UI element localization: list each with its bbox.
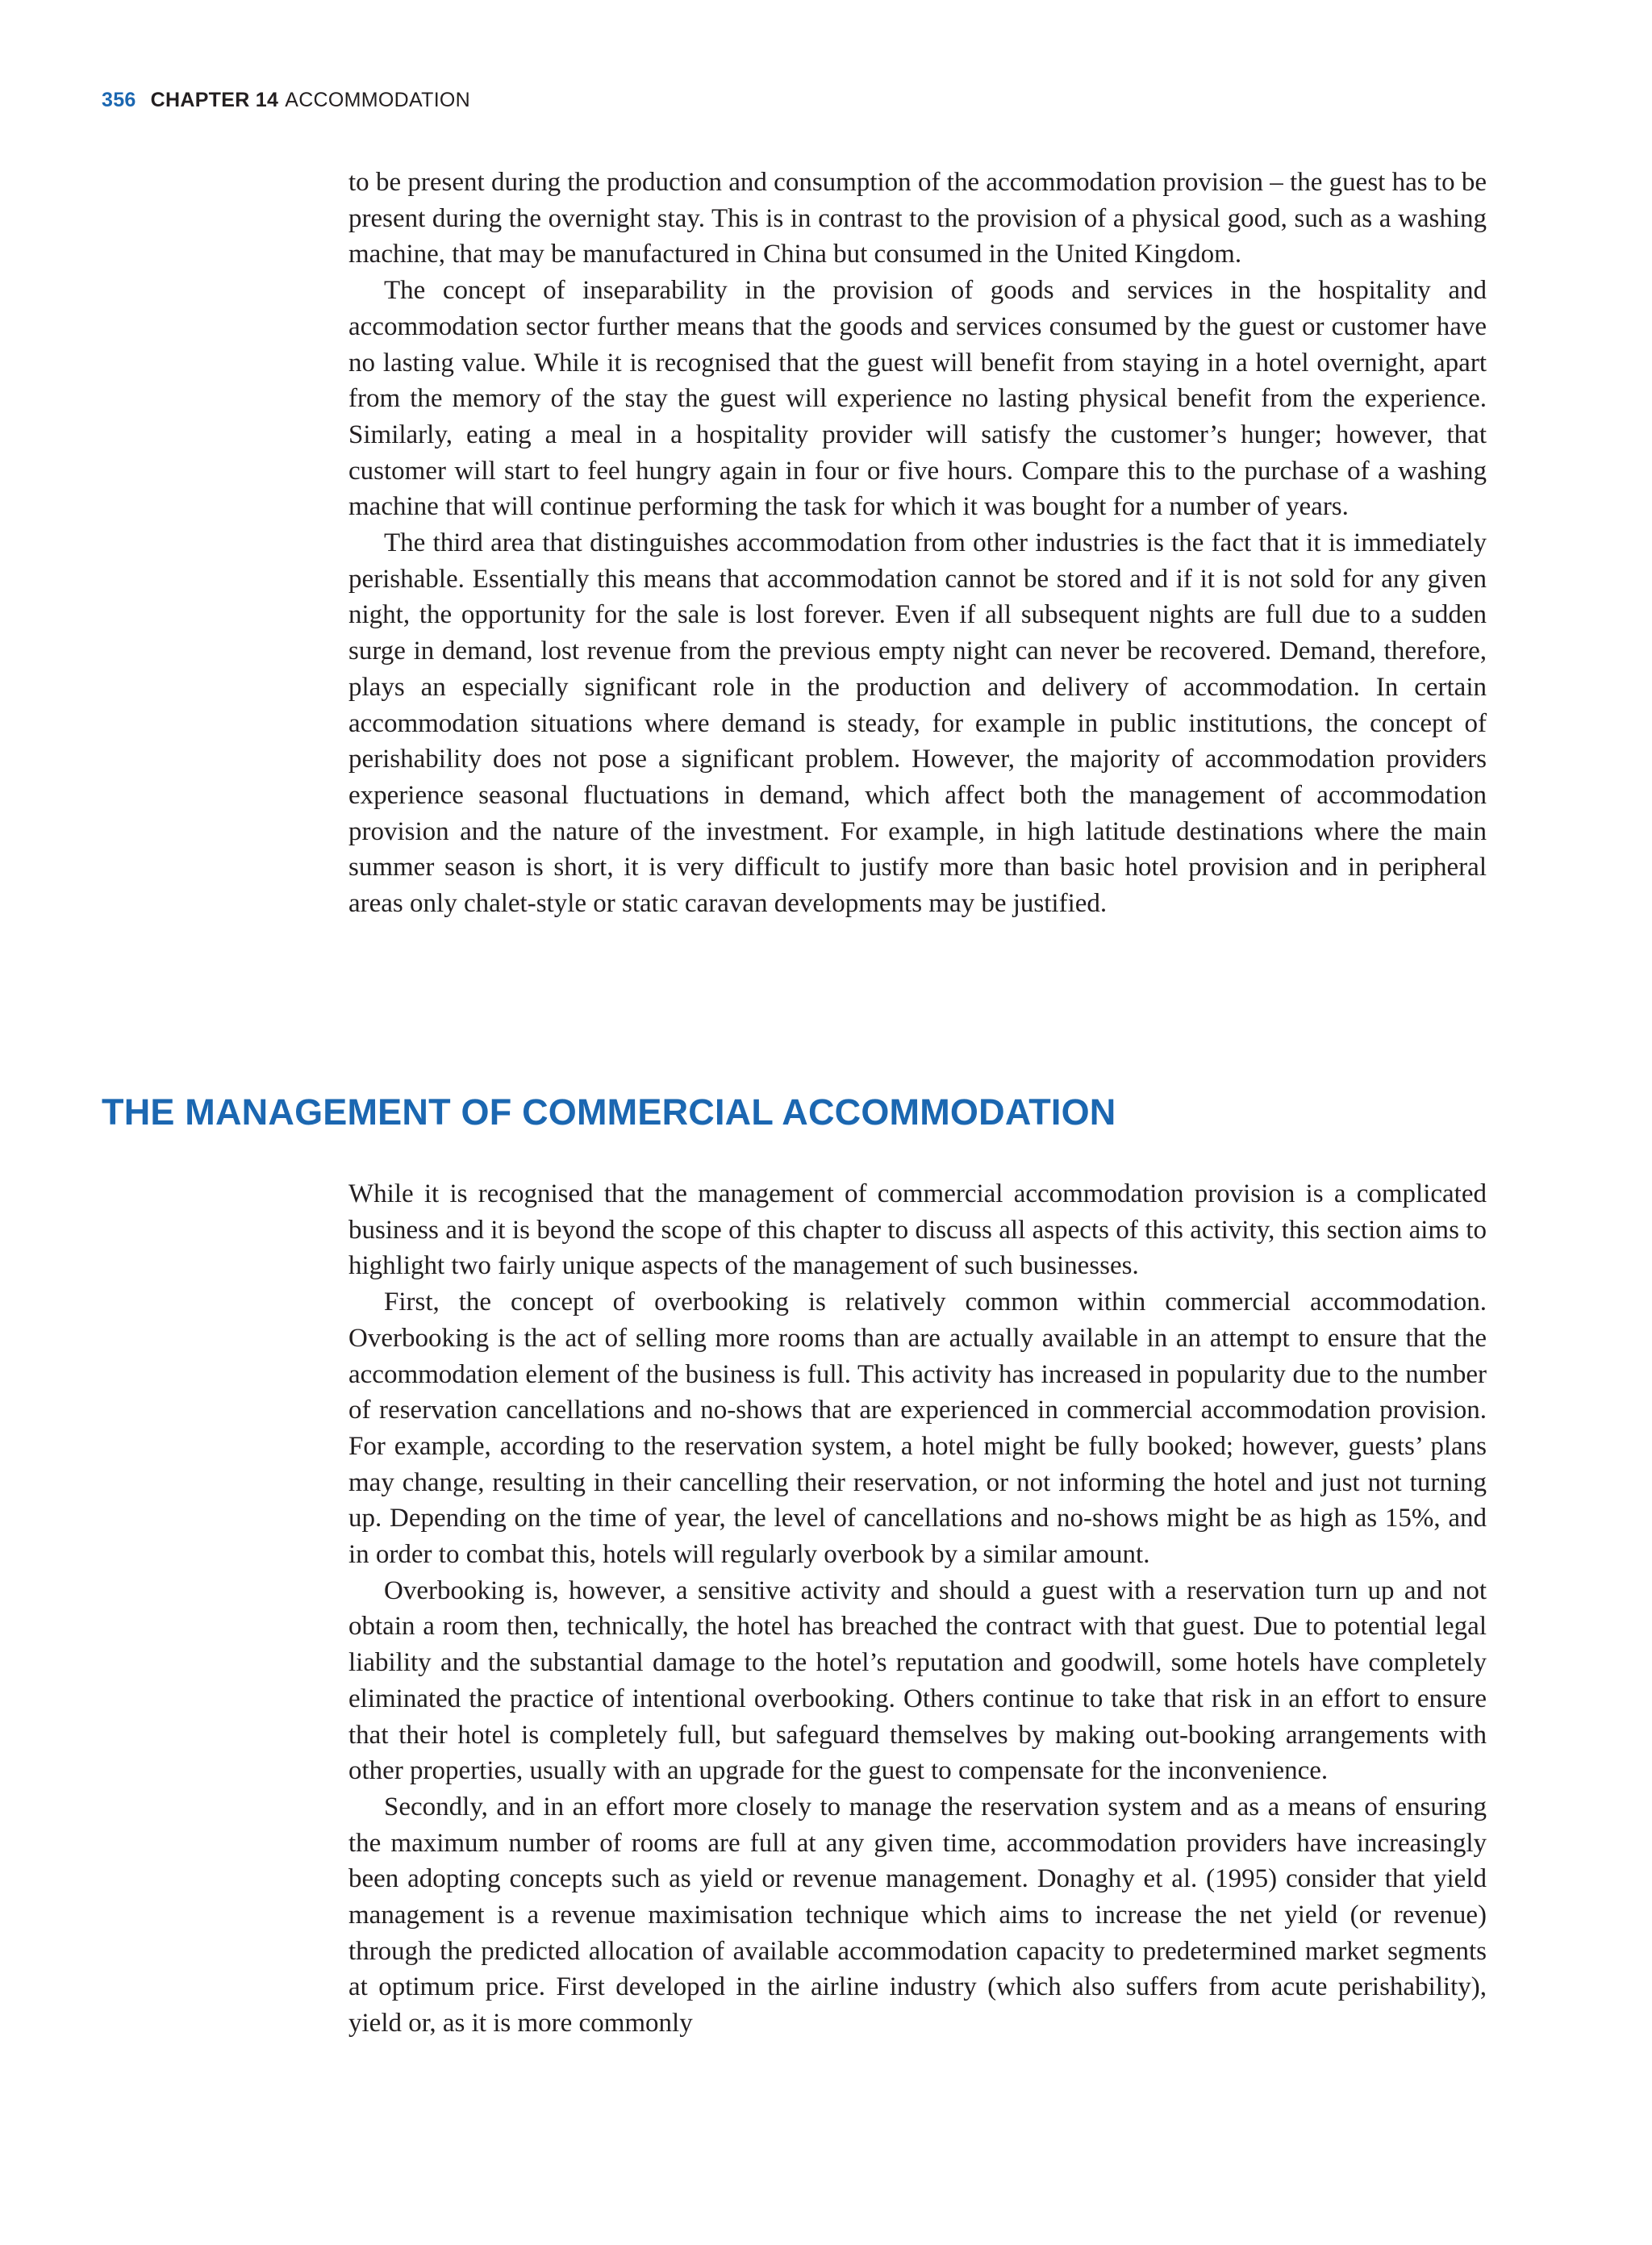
paragraph: First, the concept of overbooking is relatively common within commercial accommodation. Overbooking is the act of selling more rooms than are actually available in an attempt to ensure that the accommodation element of the business is full. This activity has increased in popularity due to the number of reservation cancellations and no-shows that are experienced in commercial accommodation provision. For example, according to the reservation system, a hotel might be fully booked; however, guests’ plans may change, resulting in their cancelling their reservation, or not informing the hotel and just not turning up. Depending on the time of year, the level of cancellations and no-shows might be as high as 15%, and in order to combat this, hotels will regularly overbook by a similar amount.: [348, 1287, 1487, 1570]
page-number: 356: [102, 89, 136, 111]
paragraph: Overbooking is, however, a sensitive activity and should a guest with a reservation turn up and not obtain a room then, technically, the hotel has breached the contract with that guest. Due to potential legal liability and the substantial damage to the hotel’s reputation and goodwill, some hotels have completely eliminated the practice of intentional overbooking. Others continue to take that risk in an effort to ensure that their hotel is completely full, but safeguard themselves by making out-booking arrangements with other properties, usually with an upgrade for the guest to compensate for the inconvenience.: [348, 1575, 1487, 1786]
section-body-text: [348, 1176, 1487, 2042]
body-text-continued: [348, 165, 1487, 922]
chapter-title: ACCOMMODATION: [285, 89, 471, 111]
section-heading: THE MANAGEMENT OF COMMERCIAL ACCOMMODATION: [102, 1091, 1116, 1133]
running-head: [102, 89, 470, 112]
paragraph: The third area that distinguishes accommodation from other industries is the fact that it is immediately perishable. Essentially this means that accommodation cannot be stored and if it is not sold for any given night, the opportunity for the sale is lost forever. Even if all subsequent nights are full due to a sudden surge in demand, lost revenue from the previous empty night can never be recovered. Demand, therefore, plays an especially significant role in the production and delivery of accommodation. In certain accommodation situations where demand is steady, for example in public institutions, the concept of perishability does not pose a significant problem. However, the majority of accommodation providers experience seasonal fluctuations in demand, which affect both the management of accommodation provision and the nature of the investment. For example, in high latitude destinations where the main summer season is short, it is very difficult to justify more than basic hotel provision and in peripheral areas only chalet-style or static caravan developments may be justified.: [348, 528, 1487, 919]
chapter-label: CHAPTER 14: [150, 89, 279, 111]
paragraph: Secondly, and in an effort more closely to manage the reservation system and as a means of ensuring the maximum number of rooms are full at any given time, accommodation providers have increasingly been adopting concepts such as yield or revenue management. Donaghy et al. (1995) consider that yield management is a revenue maximisation technique which aims to increase the net yield (or revenue) through the predicted allocation of available accommodation capacity to predetermined market segments at optimum price. First developed in the airline industry (which also suffers from acute perishability), yield or, as it is more commonly: [348, 1792, 1487, 2038]
paragraph: While it is recognised that the management of commercial accommodation provision is a complicated business and it is beyond the scope of this chapter to discuss all aspects of this activity, this section aims to highlight two fairly unique aspects of the management of such businesses.: [348, 1179, 1487, 1281]
paragraph: The concept of inseparability in the provision of goods and services in the hospitality and accommodation sector further means that the goods and services consumed by the guest or customer have no lasting value. While it is recognised that the guest will benefit from staying in a hotel overnight, apart from the memory of the stay the guest will experience no lasting physical benefit from the experience. Similarly, eating a meal in a hospitality provider will satisfy the customer’s hunger; however, that customer will start to feel hungry again in four or five hours. Compare this to the purchase of a washing machine that will continue performing the task for which it was bought for a number of years.: [348, 276, 1487, 522]
paragraph: to be present during the production and consumption of the accommodation provision – the guest has to be present during the overnight stay. This is in contrast to the provision of a physical good, such as a washing machine, that may be manufactured in China but consumed in the United Kingdom.: [348, 168, 1487, 269]
